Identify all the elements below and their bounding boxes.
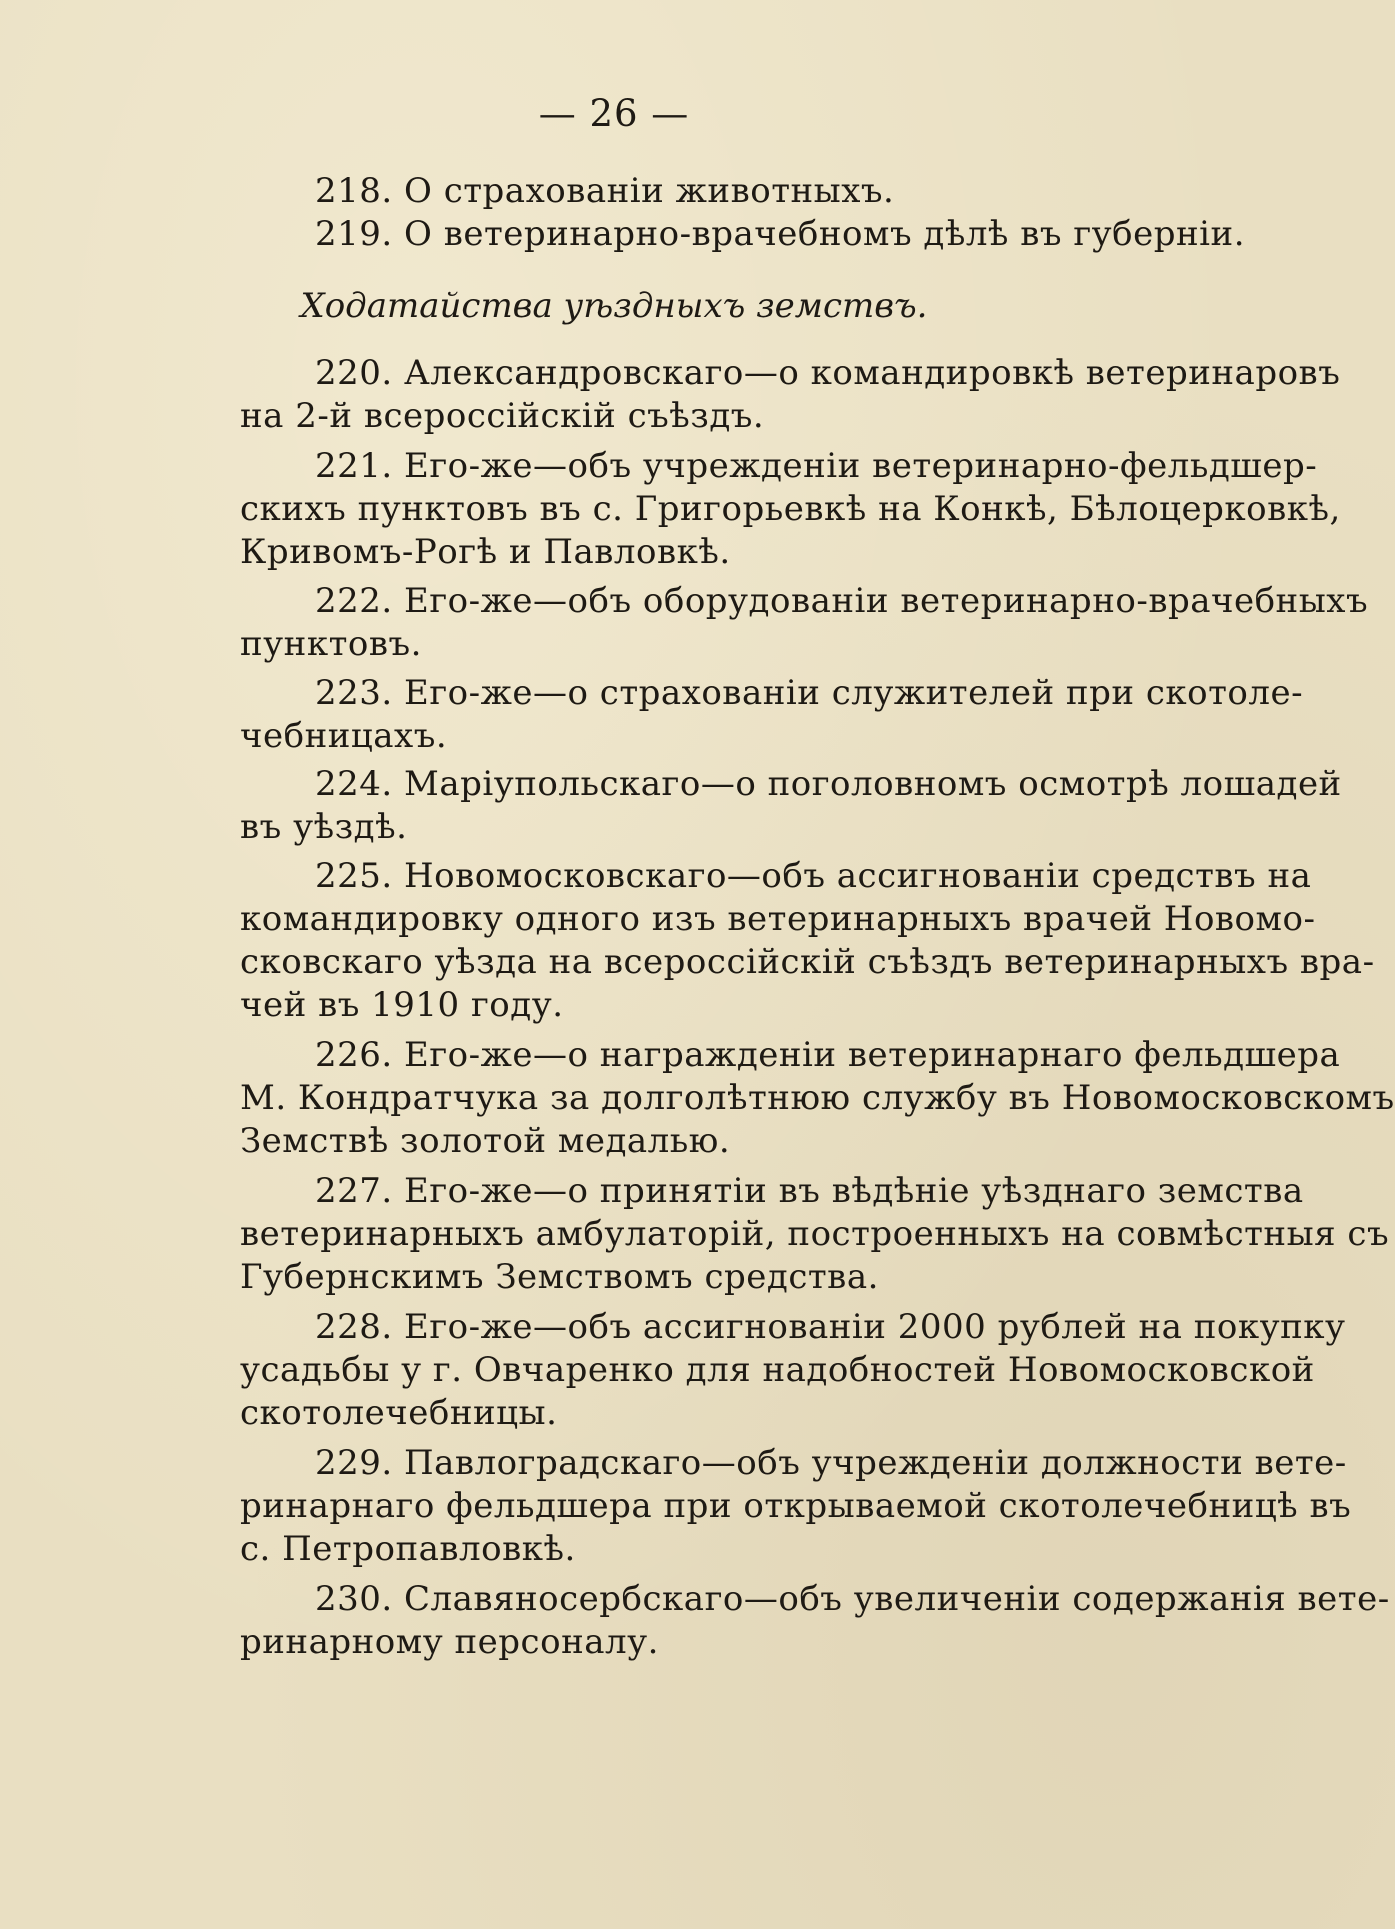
- text-line: 225. Новомосковскаго—объ ассигнованіи средствъ на: [315, 856, 1312, 896]
- text-line: 227. Его-же—о принятіи въ вѣдѣніе уѣзднаго земства: [315, 1171, 1304, 1211]
- text-line: командировку одного изъ ветеринарныхъ врачей Новомо-: [240, 899, 1316, 939]
- text-line: Губернскимъ Земствомъ средства.: [240, 1257, 879, 1297]
- list-item: 219. О ветеринарно-врачебномъ дѣлѣ въ губерніи.: [315, 214, 1245, 254]
- section-heading: Ходатайства уѣздныхъ земствъ.: [300, 286, 928, 326]
- text-line: чей въ 1910 году.: [240, 985, 564, 1025]
- text-line: Земствѣ золотой медалью.: [240, 1121, 731, 1161]
- page-number: — 26 —: [538, 92, 690, 135]
- text-line: скотолечебницы.: [240, 1393, 558, 1433]
- text-line: 226. Его-же—о награжденіи ветеринарнаго фельдшера: [315, 1035, 1341, 1075]
- text-line: скихъ пунктовъ въ с. Григорьевкѣ на Конкѣ, Бѣлоцерковкѣ,: [240, 489, 1341, 529]
- text-line: ринарному персоналу.: [240, 1622, 659, 1662]
- text-line: М. Кондратчука за долголѣтнюю службу въ Новомосковскомъ: [240, 1078, 1395, 1118]
- text-line: чебницахъ.: [240, 716, 448, 756]
- text-line: 224. Маріупольскаго—о поголовномъ осмотрѣ лошадей: [315, 764, 1342, 804]
- text-line: усадьбы у г. Овчаренко для надобностей Новомосковской: [240, 1350, 1315, 1390]
- text-line: 222. Его-же—объ оборудованіи ветеринарно-врачебныхъ: [315, 581, 1369, 621]
- text-line: 223. Его-же—о страхованіи служителей при скотоле-: [315, 673, 1304, 713]
- list-item: 218. О страхованіи животныхъ.: [315, 171, 895, 211]
- text-line: 230. Славяносербскаго—объ увеличеніи содержанія вете-: [315, 1579, 1390, 1619]
- text-line: 220. Александровскаго—о командировкѣ ветеринаровъ: [315, 353, 1341, 393]
- text-line: ветеринарныхъ амбулаторій, построенныхъ на совмѣстныя съ: [240, 1214, 1390, 1254]
- text-line: 229. Павлоградскаго—объ учрежденіи должности вете-: [315, 1443, 1347, 1483]
- text-line: сковскаго уѣзда на всероссійскій съѣздъ ветеринарныхъ вра-: [240, 942, 1375, 982]
- text-line: пунктовъ.: [240, 624, 422, 664]
- text-line: въ уѣздѣ.: [240, 807, 408, 847]
- text-line: на 2-й всероссійскій съѣздъ.: [240, 396, 765, 436]
- text-line: 228. Его-же—объ ассигнованіи 2000 рублей на покупку: [315, 1307, 1346, 1347]
- text-line: Кривомъ-Рогѣ и Павловкѣ.: [240, 532, 731, 572]
- text-line: ринарнаго фельдшера при открываемой скотолечебницѣ въ: [240, 1486, 1352, 1526]
- text-line: с. Петропавловкѣ.: [240, 1529, 576, 1569]
- text-line: 221. Его-же—объ учрежденіи ветеринарно-фельдшер-: [315, 446, 1318, 486]
